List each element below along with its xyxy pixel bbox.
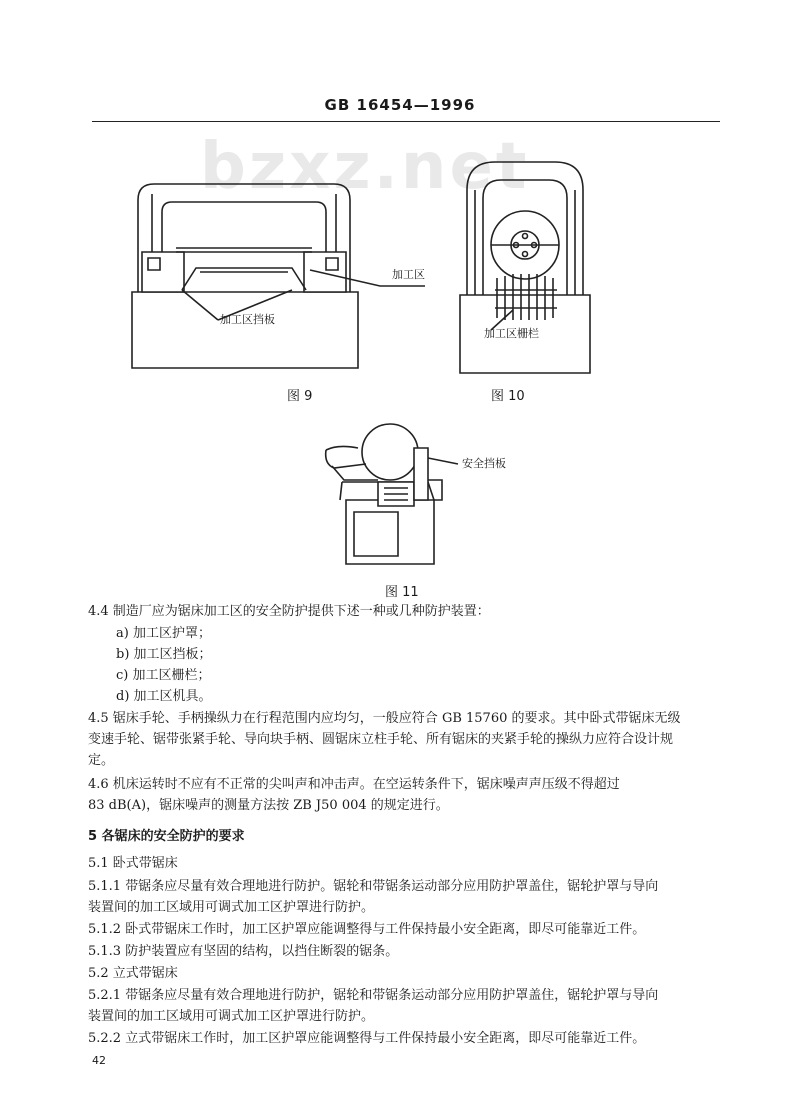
clause-4-6-line1: 4.6 机床运转时不应有不正常的尖叫声和冲击声。在空运转条件下，锯床噪声声压级不得超过 [88, 777, 620, 792]
fig9-caption: 图 9 [287, 389, 313, 404]
clause-5-2-1-line2: 装置间的加工区域用可调式加工区护罩进行防护。 [88, 1009, 375, 1024]
list-item-d: d) 加工区机具。 [116, 689, 212, 704]
list-item-c: c) 加工区栅栏； [116, 668, 211, 683]
clause-5-2: 5.2 立式带锯床 [88, 966, 178, 981]
clause-4-5-line2: 变速手轮、锯带张紧手轮、导向块手柄、圆锯床立柱手轮、所有锯床的夹紧手轮的操纵力应符合设计规 [88, 732, 674, 747]
header-rule [92, 121, 720, 122]
watermark-text: bzxz.net [200, 130, 530, 204]
clause-5-1: 5.1 卧式带锯床 [88, 856, 178, 871]
clause-4-4: 4.4 制造厂应为锯床加工区的安全防护提供下述一种或几种防护装置： [88, 604, 490, 619]
figure-11-drawing [318, 420, 518, 570]
clause-5-1-3: 5.1.3 防护装置应有坚固的结构，以挡住断裂的锯条。 [88, 944, 399, 959]
clause-5-2-2: 5.2.2 立式带锯床工作时，加工区护罩应能调整得与工件保持最小安全距离，即尽可能靠近工件。 [88, 1031, 646, 1046]
clause-5-1-2: 5.1.2 卧式带锯床工作时，加工区护罩应能调整得与工件保持最小安全距离，即尽可能靠近工件。 [88, 922, 646, 937]
clause-5-1-1-line2: 装置间的加工区域用可调式加工区护罩进行防护。 [88, 900, 375, 915]
fig11-caption: 图 11 [385, 585, 419, 600]
section-5-heading: 5 各锯床的安全防护的要求 [88, 829, 245, 844]
clause-4-5-line1: 4.5 锯床手轮、手柄操纵力在行程范围内应均匀，一般应符合 GB 15760 的要求。其中卧式带锯床无级 [88, 711, 681, 726]
fig10-caption: 图 10 [491, 389, 525, 404]
fig11-label-guard: 安全挡板 [462, 457, 506, 470]
clause-4-6-line2: 83 dB(A)，锯床噪声的测量方法按 ZB J50 004 的规定进行。 [88, 798, 449, 813]
clause-5-1-1-line1: 5.1.1 带锯条应尽量有效合理地进行防护。锯轮和带锯条运动部分应用防护罩盖住，锯轮护罩与导向 [88, 879, 659, 894]
clause-5-2-1-line1: 5.2.1 带锯条应尽量有效合理地进行防护，锯轮和带锯条运动部分应用防护罩盖住，锯轮护罩与导向 [88, 988, 659, 1003]
fig9-label-baffle: 加工区挡板 [220, 313, 275, 326]
fig9-label-work-area: 加工区 [392, 268, 425, 281]
page-number: 42 [92, 1054, 106, 1067]
list-item-b: b) 加工区挡板； [116, 647, 212, 662]
figure-10-drawing [455, 150, 605, 378]
list-item-a: a) 加工区护罩； [116, 626, 211, 641]
fig10-label-fence: 加工区栅栏 [484, 327, 539, 340]
clause-4-5-line3: 定。 [88, 753, 115, 768]
standard-header: GB 16454—1996 [324, 96, 476, 114]
